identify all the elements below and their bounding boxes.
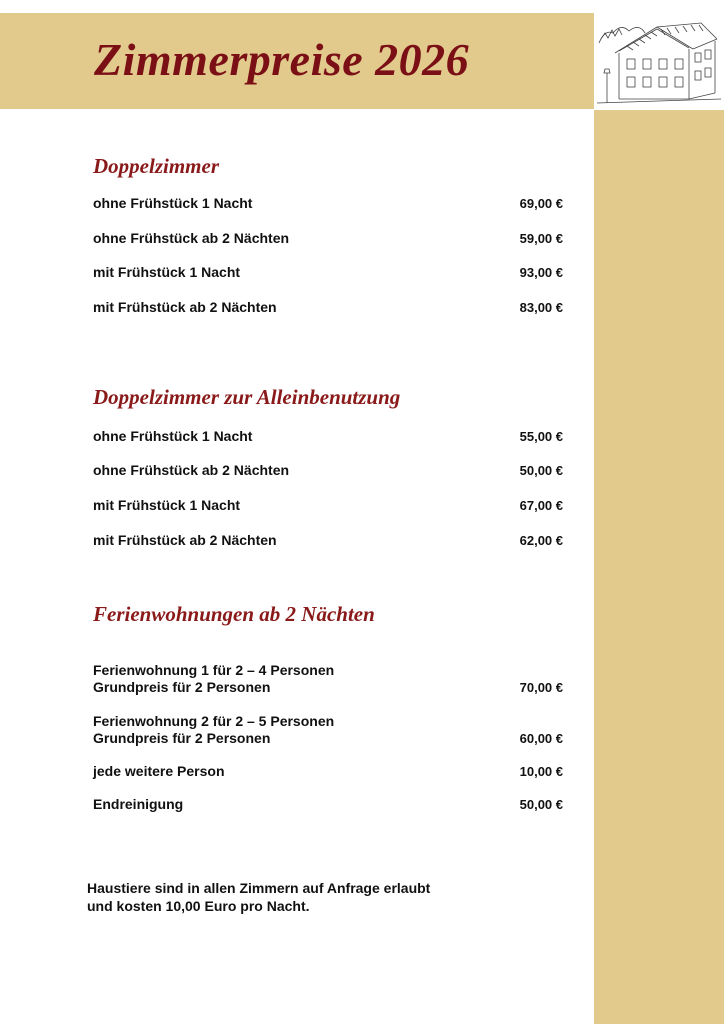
row-price: 67,00 €	[519, 498, 563, 513]
row-label: Ferienwohnung 1 für 2 – 4 Personen	[93, 662, 335, 678]
row-label: ohne Frühstück ab 2 Nächten	[93, 462, 290, 478]
side-band	[594, 110, 724, 1024]
row-label: mit Frühstück 1 Nacht	[93, 497, 241, 513]
row-price: 62,00 €	[519, 533, 563, 548]
row-sublabel: Grundpreis für 2 Personen	[93, 730, 271, 746]
pets-note	[87, 879, 487, 915]
row-price: 55,00 €	[519, 429, 563, 444]
row-label: ohne Frühstück ab 2 Nächten	[93, 230, 290, 246]
row-label: ohne Frühstück 1 Nacht	[93, 428, 253, 444]
row-price: 50,00 €	[519, 463, 563, 478]
price-row	[93, 713, 563, 747]
row-label: ohne Frühstück 1 Nacht	[93, 195, 253, 211]
row-price: 70,00 €	[519, 680, 563, 695]
section-title-alleinbenutzung: Doppelzimmer zur Alleinbenutzung	[93, 385, 401, 409]
row-price: 60,00 €	[519, 731, 563, 746]
pets-note-line-1: Haustiere sind in allen Zimmern auf Anfrage erlaubt	[87, 880, 431, 896]
house-sketch-icon	[597, 13, 721, 107]
row-label: jede weitere Person	[93, 763, 225, 779]
pets-note-line-2: und kosten 10,00 Euro pro Nacht.	[87, 898, 310, 914]
row-price: 83,00 €	[519, 300, 563, 315]
row-price: 69,00 €	[519, 196, 563, 211]
row-price: 59,00 €	[519, 231, 563, 246]
row-label: Endreinigung	[93, 796, 184, 812]
section-title-doppelzimmer: Doppelzimmer	[93, 154, 219, 178]
row-price: 93,00 €	[519, 265, 563, 280]
row-label: mit Frühstück ab 2 Nächten	[93, 532, 277, 548]
row-label: mit Frühstück 1 Nacht	[93, 264, 241, 280]
row-label: Ferienwohnung 2 für 2 – 5 Personen	[93, 713, 335, 729]
price-row	[93, 662, 563, 696]
section-title-ferienwohnungen: Ferienwohnungen ab 2 Nächten	[93, 602, 375, 626]
row-price: 10,00 €	[519, 764, 563, 779]
row-label: mit Frühstück ab 2 Nächten	[93, 299, 277, 315]
row-price: 50,00 €	[519, 797, 563, 812]
page-title: Zimmerpreise 2026	[94, 34, 470, 85]
row-sublabel: Grundpreis für 2 Personen	[93, 679, 271, 695]
